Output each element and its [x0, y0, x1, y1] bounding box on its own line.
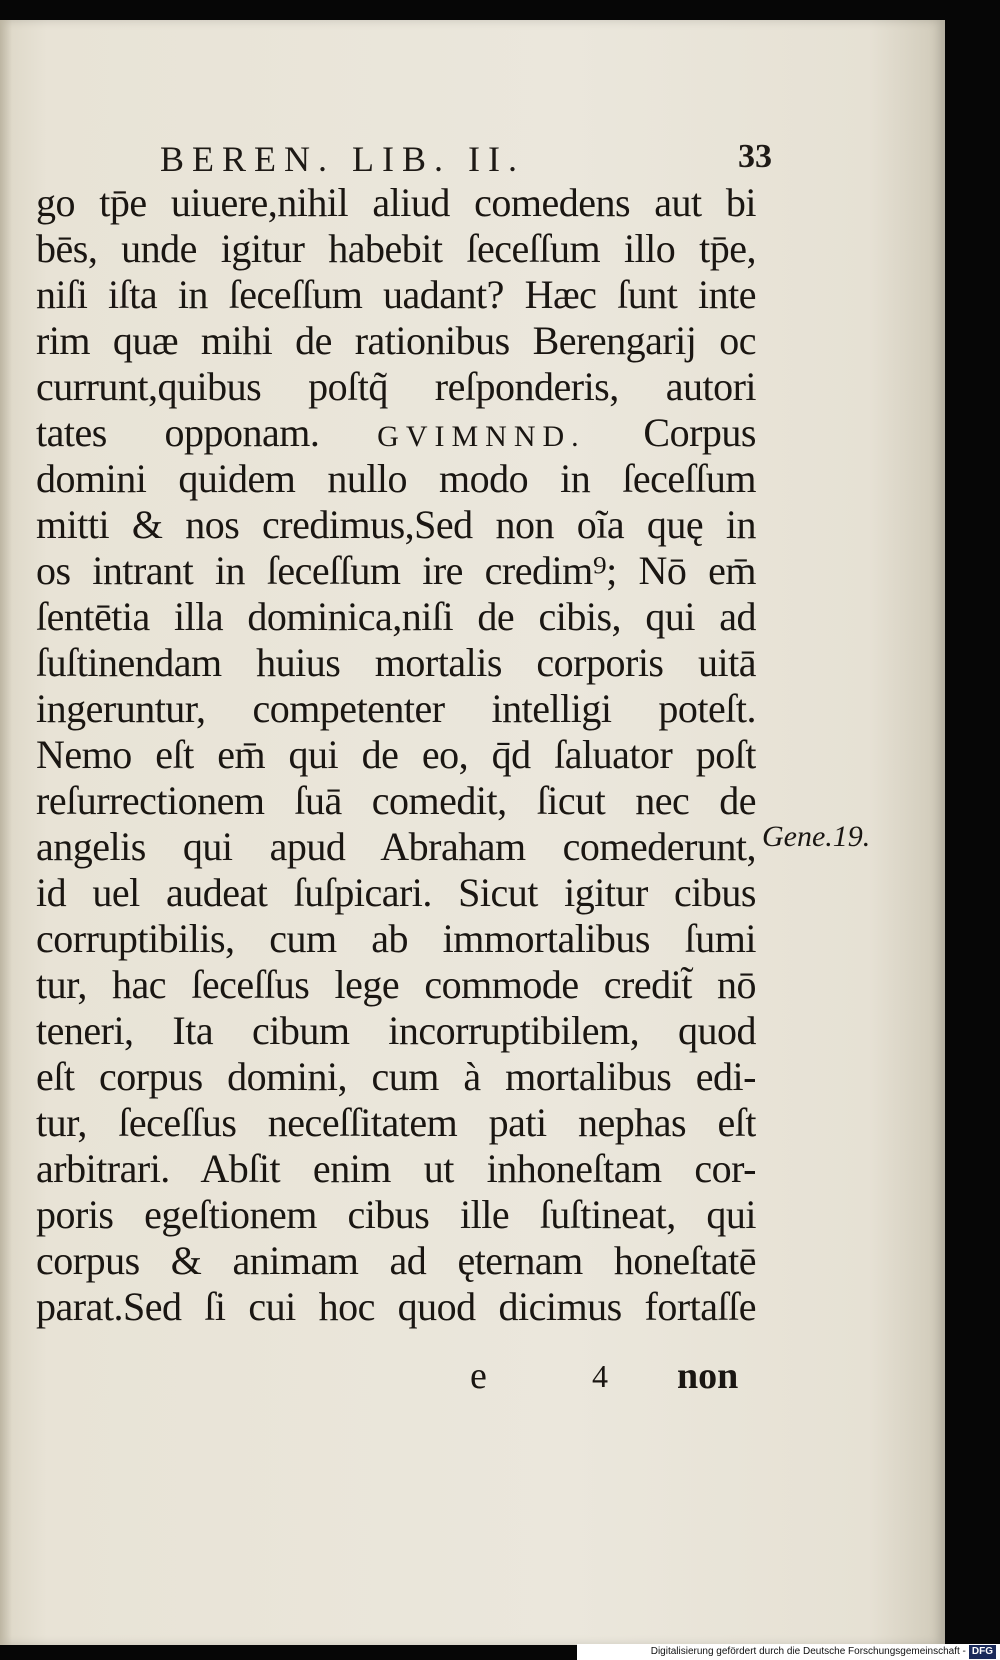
text-line: eſt corpus domini, cum à mortalibus edi- — [36, 1054, 756, 1099]
catchword: non — [677, 1355, 739, 1397]
text-line: parat.Sed ſi cui hoc quod dicimus fortaſſe — [36, 1284, 756, 1329]
text-line: teneri, Ita cibum incorruptibilem, quod — [36, 1008, 756, 1053]
text-line: currunt,quibus poſtq̃ reſponderis, autori — [36, 364, 756, 409]
signature-number: 4 — [592, 1358, 608, 1394]
digitization-credit — [577, 1644, 1000, 1660]
text-line: reſurrectionem ſuā comedit, ſicut nec de — [36, 778, 756, 823]
catchline — [460, 1353, 760, 1399]
text-line: domini quidem nullo modo in ſeceſſum — [36, 456, 756, 501]
text-line-speaker — [36, 410, 756, 456]
text-line: rim quæ mihi de rationibus Berengarij oc — [36, 318, 756, 363]
text-line: angelis qui apud Abraham comederunt, — [36, 824, 756, 869]
text-line: id uel audeat ſuſpicari. Sicut igitur cibus — [36, 870, 756, 915]
text-line: go tp̄e uiuere,nihil aliud comedens aut bi — [36, 180, 756, 225]
text-line: bēs, unde igitur habebit ſeceſſum illo tp̄e, — [36, 226, 756, 271]
page-gutter-shadow — [0, 20, 12, 1645]
marginal-note: Gene.19. — [762, 820, 871, 853]
text-line-part: Corpus — [643, 410, 756, 455]
text-line: mitti & nos credimus,Sed non oĩa quę in — [36, 502, 756, 547]
text-line: ſuſtinendam huius mortalis corporis uitā — [36, 640, 756, 685]
text-line: corruptibilis, cum ab immortalibus ſumi — [36, 916, 756, 961]
text-line: poris egeſtionem cibus ille ſuſtineat, qui — [36, 1192, 756, 1237]
text-line-part: tates opponam. — [36, 410, 320, 455]
signature-mark: e — [470, 1355, 487, 1397]
book-page — [0, 20, 945, 1645]
folio-number: 33 — [738, 138, 772, 175]
dfg-logo: DFG — [969, 1645, 996, 1659]
text-line: Nemo eſt em̄ qui de eo, q̄d ſaluator poſt — [36, 732, 756, 777]
text-line: os intrant in ſeceſſum ire credim⁹; Nō em̄ — [36, 548, 756, 593]
running-head: BEREN. LIB. II. — [160, 139, 525, 179]
text-line: arbitrari. Abſit enim ut inhoneſtam cor- — [36, 1146, 756, 1191]
text-block — [36, 180, 756, 1330]
text-line: ingeruntur, competenter intelligi poteſt. — [36, 686, 756, 731]
text-line: niſi iſta in ſeceſſum uadant? Hæc ſunt inte — [36, 272, 756, 317]
speaker-label: GVIMNND. — [377, 420, 586, 453]
text-line: corpus & animam ad ęternam honeſtatē — [36, 1238, 756, 1283]
credit-text: Digitalisierung gefördert durch die Deutsche Forschungsgemeinschaft - — [650, 1646, 966, 1657]
text-line: ſentētia illa dominica,niſi de cibis, qui ad — [36, 594, 756, 639]
text-line: tur, hac ſeceſſus lege commode credit̃ nō — [36, 962, 756, 1007]
text-line: tur, ſeceſſus neceſſitatem pati nephas eſt — [36, 1100, 756, 1145]
